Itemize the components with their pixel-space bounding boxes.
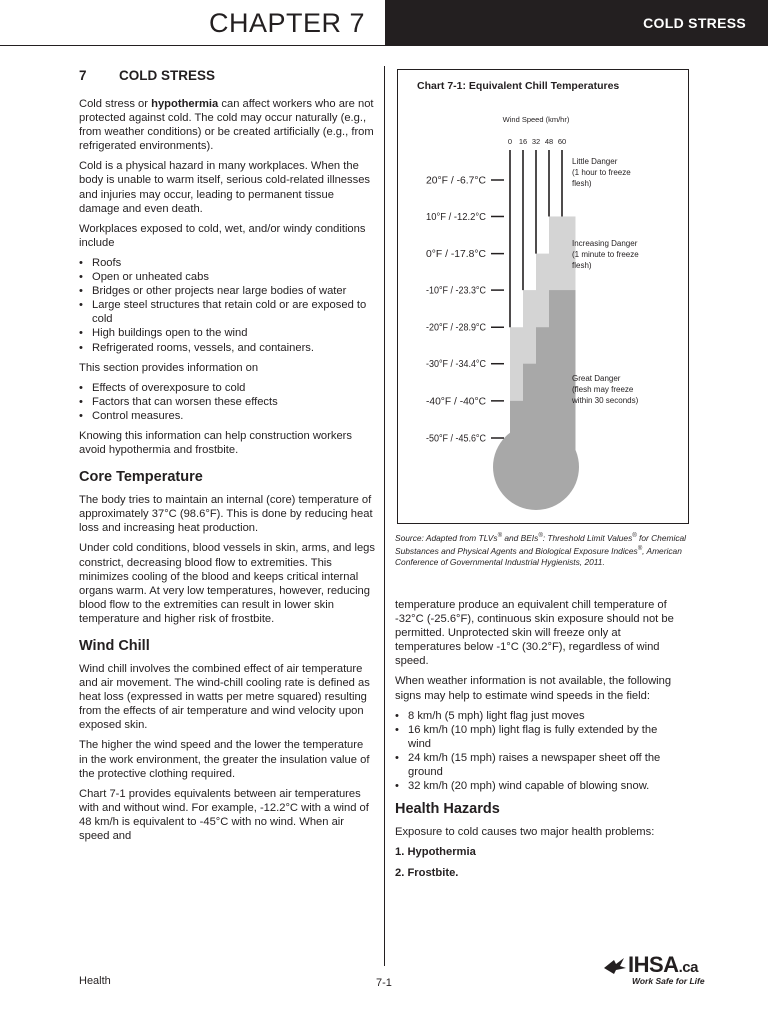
logo-mark-icon xyxy=(604,956,628,976)
temperature-label: 0°F / -17.8°C xyxy=(426,249,486,261)
page-number: 7-1 xyxy=(376,977,392,989)
chart-title: Chart 7-1: Equivalent Chill Temperatures xyxy=(417,80,620,92)
registered-mark: ® xyxy=(538,533,543,539)
logo-tagline: Work Safe for Life xyxy=(632,976,705,986)
wind-signs-list xyxy=(395,709,679,794)
paragraph: This section provides information on xyxy=(79,361,259,374)
paragraph: Chart 7-1 provides equivalents between air temperatures with and without wind. For example, -12.2°C with a wind of 48 km/h is equivalent to -45°C with no wind. When air speed and xyxy=(79,787,369,843)
section-heading xyxy=(79,68,375,83)
registered-mark: ® xyxy=(637,546,643,553)
paragraph: temperature produce an equivalent chill temperature of -32°C (-25.6°F), continuous skin exposure should not be permitted. Unprotected skin will freeze only at temperatures below -1°C (30.2°F), regardless of wind speed. xyxy=(395,599,674,668)
paragraph: Knowing this information can help construction workers avoid hypothermia and frostbite. xyxy=(79,429,352,457)
wind-speed-label: Wind Speed (km/hr) xyxy=(502,115,570,124)
intro-text-a: Cold stress or xyxy=(79,98,152,110)
paragraph: Cold is a physical hazard in many workplaces. When the body is unable to warm itself, serious cold-related illnesses and injuries may occur, leading to permanent tissue damage and even death. xyxy=(79,160,371,215)
section-heading-text: COLD STRESS xyxy=(119,68,216,83)
column-divider xyxy=(384,66,385,966)
danger-zone-labels xyxy=(571,157,639,405)
wind-speed-tick-label: 48 xyxy=(544,137,554,146)
paragraph: The higher the wind speed and the lower the temperature in the work environment, the greater the insulation value of the protective clothing required. xyxy=(79,739,370,780)
ihsa-logo[interactable] xyxy=(604,948,714,990)
footer-label: Health xyxy=(79,975,111,987)
list-item: • 8 km/h (5 mph) light flag just moves xyxy=(395,709,679,723)
frostbite-item: 2. Frostbite. xyxy=(395,867,459,880)
section-number: 7 xyxy=(79,68,87,83)
wind-speed-tick-label: 0 xyxy=(507,137,513,146)
source-text: for Chemical Substances and Physical Agents and Biological Exposure Indices xyxy=(395,532,687,556)
source-text: and BEIs xyxy=(502,532,539,543)
temperature-labels xyxy=(426,176,504,445)
chill-chart xyxy=(397,69,689,524)
danger-zone-label: (1 hour to freeze xyxy=(572,168,631,177)
intro-bold-term: hypothermia xyxy=(151,98,219,110)
wind-chill-heading: Wind Chill xyxy=(79,638,150,654)
paragraph: The body tries to maintain an internal (core) temperature of approximately 37°C (98.6°F). This is done by reducing heat loss and increasing heat production. xyxy=(79,494,373,535)
list-item: • Refrigerated rooms, vessels, and containers. xyxy=(79,341,375,355)
hypothermia-item: 1. Hypothermia xyxy=(395,846,476,859)
info-list xyxy=(79,381,375,423)
temperature-label: -40°F / -40°C xyxy=(426,396,486,408)
list-item: • Effects of overexposure to cold xyxy=(79,381,375,395)
list-item: • Control measures. xyxy=(79,409,375,423)
logo-main-text: IHSA xyxy=(628,952,679,977)
list-item: • 24 km/h (15 mph) raises a newspaper sheet off the ground xyxy=(395,751,679,779)
right-column xyxy=(395,598,679,887)
section-band xyxy=(385,0,768,46)
paragraph: Under cold conditions, blood vessels in skin, arms, and legs constrict, decreasing blood flow to extremities. This minimizes cooling of the blood and keeps critical internal organs warm. At very low temperatures, however, reducing blood flow to the extremities can result in lower skin temperature and higher risk of frostbite. xyxy=(79,542,375,625)
chapter-title: CHAPTER 7 xyxy=(208,8,365,38)
core-temperature-heading: Core Temperature xyxy=(79,469,203,486)
paragraph: Wind chill involves the combined effect of air temperature and air movement. The wind-chill cooling rate is defined as heat loss (expressed in watts per metre squared) resulting from the effects of air temperature and wind velocity upon exposed skin. xyxy=(79,663,370,732)
registered-mark: ® xyxy=(632,533,637,539)
danger-zone-label: (1 minute to freeze xyxy=(572,250,639,259)
list-item: • Bridges or other projects near large bodies of water xyxy=(79,284,375,298)
danger-zone-label: Increasing Danger xyxy=(572,239,638,248)
source-text: Source: Adapted from TLVs xyxy=(395,532,498,543)
list-item: • Factors that can worsen these effects xyxy=(79,395,375,409)
health-hazards-heading: Health Hazards xyxy=(395,801,500,818)
list-item: • Open or unheated cabs xyxy=(79,270,375,284)
temperature-label: -20°F / -28.9°C xyxy=(426,322,486,334)
temperature-label: 20°F / -6.7°C xyxy=(426,175,486,187)
wind-speed-tick-label: 32 xyxy=(531,137,541,146)
wind-speed-tick-label: 60 xyxy=(557,137,567,146)
intro-text-b: can affect workers who are not protected against cold. The cold may occur naturally (e.g., from weather conditions) or be created artificially (e.g., from refrigerated environments). xyxy=(79,98,374,153)
source-text: , American Conference of Governmental Industrial Hygienists, 2011. xyxy=(395,546,682,568)
danger-zone-label: within 30 seconds) xyxy=(572,396,639,405)
thermometer xyxy=(493,216,579,510)
list-item: • High buildings open to the wind xyxy=(79,326,375,340)
workplaces-list xyxy=(79,256,375,355)
list-item: • 32 km/h (20 mph) wind capable of blowing snow. xyxy=(395,779,679,793)
left-column xyxy=(79,66,375,849)
logo-suffix: .ca xyxy=(678,959,698,976)
danger-zone-label: flesh) xyxy=(572,261,592,270)
list-item: • 16 km/h (10 mph) light flag is fully extended by the wind xyxy=(395,723,679,751)
danger-zone-label: Little Danger xyxy=(572,157,618,166)
temperature-label: -50°F / -45.6°C xyxy=(426,433,486,445)
temperature-label: 10°F / -12.2°C xyxy=(426,211,486,223)
intro-paragraph xyxy=(79,97,375,153)
danger-zone-label: Great Danger xyxy=(572,374,621,383)
logo-text xyxy=(628,952,698,978)
danger-zone-label: (flesh may freeze xyxy=(572,385,634,394)
thermometer-chart xyxy=(398,70,690,525)
paragraph: Exposure to cold causes two major health problems: xyxy=(395,826,655,839)
temperature-label: -10°F / -23.3°C xyxy=(426,285,486,297)
chapter-header xyxy=(0,0,385,46)
registered-mark: ® xyxy=(497,533,502,539)
list-item: • Large steel structures that retain cold or are exposed to cold xyxy=(79,298,375,326)
section-band-title: COLD STRESS xyxy=(643,15,746,31)
source-text: : Threshold Limit Values xyxy=(542,532,633,543)
paragraph: Workplaces exposed to cold, wet, and/or windy conditions include xyxy=(79,222,366,249)
wind-speed-tick-label: 16 xyxy=(518,137,528,146)
list-item: • Roofs xyxy=(79,256,375,270)
thermometer-bulb xyxy=(493,424,579,510)
temperature-label: -30°F / -34.4°C xyxy=(426,359,486,371)
danger-zone-label: flesh) xyxy=(572,179,592,188)
chart-source xyxy=(395,531,691,569)
paragraph: When weather information is not available, the following signs may help to estimate wind speeds in the field: xyxy=(395,675,672,702)
